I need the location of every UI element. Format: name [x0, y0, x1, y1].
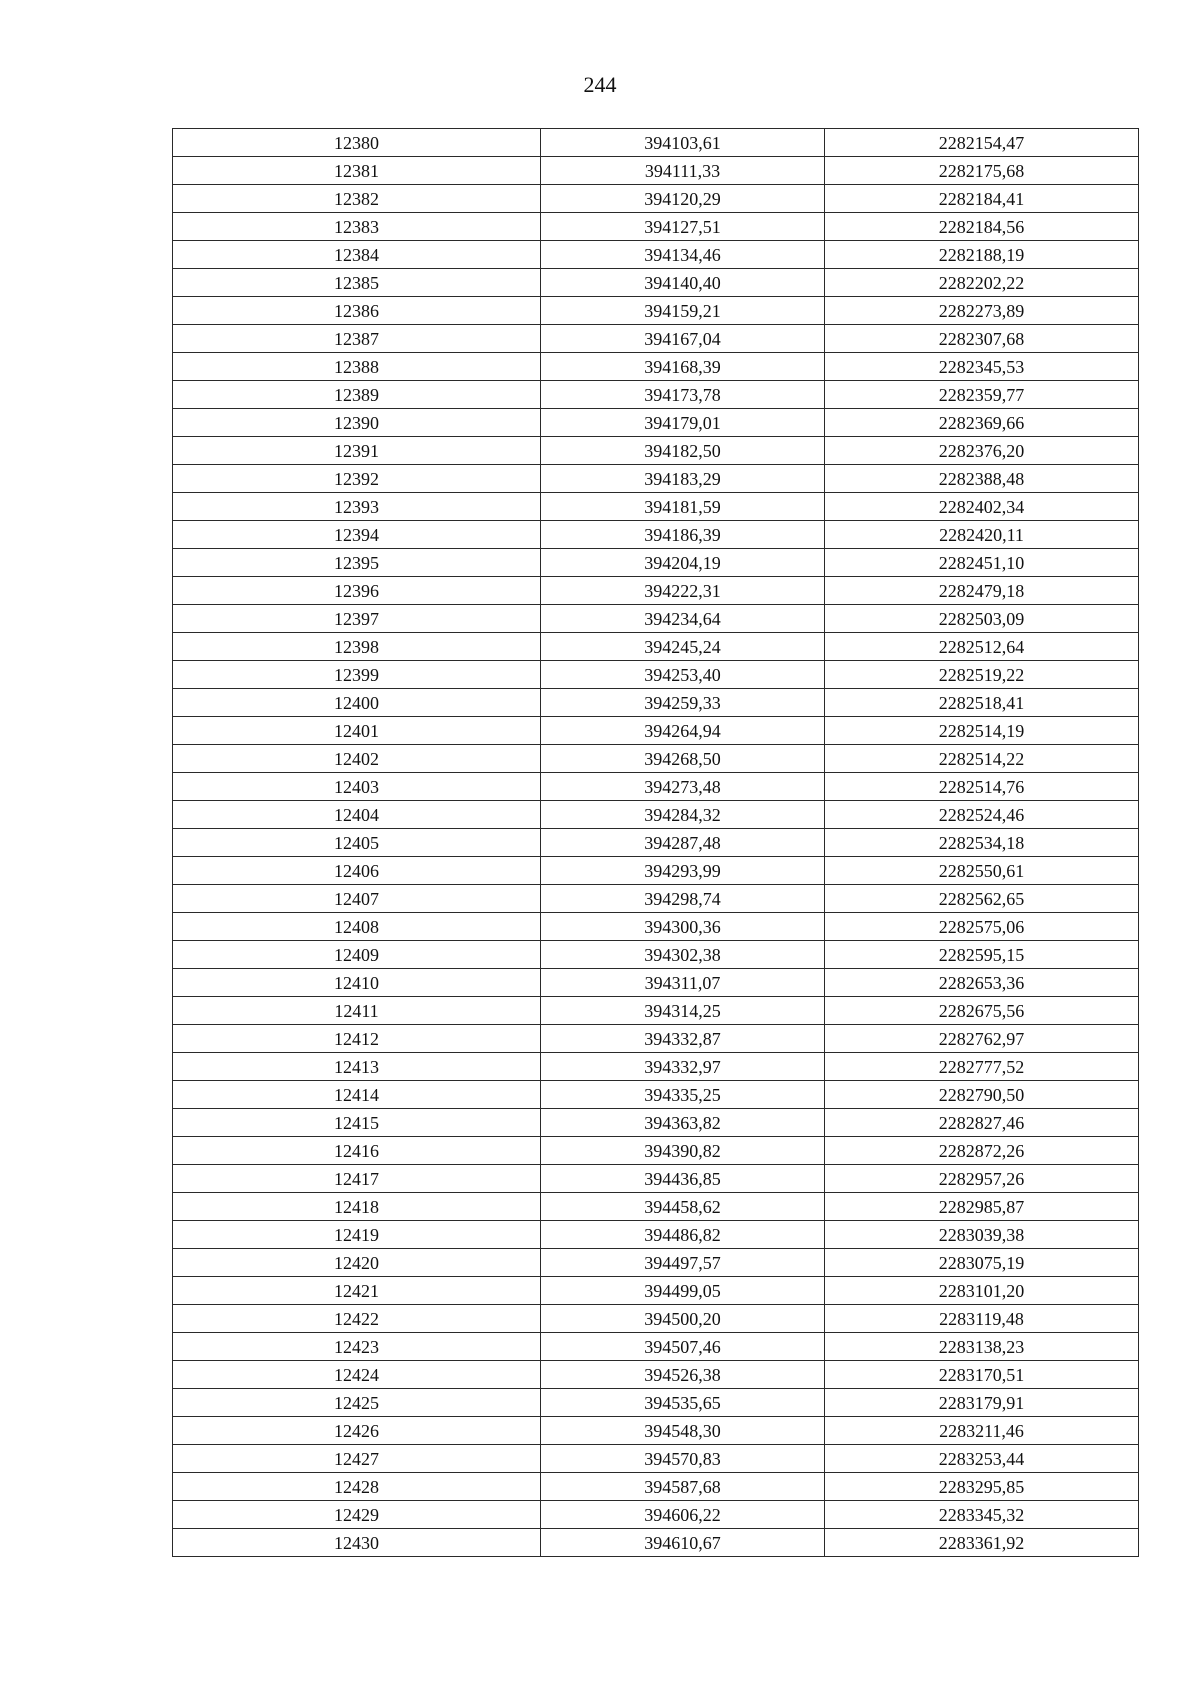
x-coordinate-cell: 394173,78 [541, 381, 825, 409]
table-row [173, 185, 1139, 213]
x-coordinate-cell: 394204,19 [541, 549, 825, 577]
point-number-cell: 12408 [173, 913, 541, 941]
x-coordinate-cell: 394284,32 [541, 801, 825, 829]
x-coordinate-cell: 394127,51 [541, 213, 825, 241]
y-coordinate-cell: 2283039,38 [825, 1221, 1139, 1249]
coordinates-table-body [173, 129, 1139, 1557]
point-number-cell: 12381 [173, 157, 541, 185]
point-number-cell: 12386 [173, 297, 541, 325]
x-coordinate-cell: 394458,62 [541, 1193, 825, 1221]
point-number-cell: 12406 [173, 857, 541, 885]
table-row [173, 1165, 1139, 1193]
table-row [173, 129, 1139, 157]
x-coordinate-cell: 394245,24 [541, 633, 825, 661]
table-row [173, 269, 1139, 297]
point-number-cell: 12390 [173, 409, 541, 437]
table-row [173, 997, 1139, 1025]
x-coordinate-cell: 394134,46 [541, 241, 825, 269]
table-row [173, 1109, 1139, 1137]
point-number-cell: 12395 [173, 549, 541, 577]
x-coordinate-cell: 394332,87 [541, 1025, 825, 1053]
y-coordinate-cell: 2282420,11 [825, 521, 1139, 549]
y-coordinate-cell: 2282184,56 [825, 213, 1139, 241]
table-row [173, 325, 1139, 353]
point-number-cell: 12409 [173, 941, 541, 969]
table-row [173, 213, 1139, 241]
x-coordinate-cell: 394302,38 [541, 941, 825, 969]
x-coordinate-cell: 394298,74 [541, 885, 825, 913]
x-coordinate-cell: 394181,59 [541, 493, 825, 521]
point-number-cell: 12430 [173, 1529, 541, 1557]
table-row [173, 577, 1139, 605]
point-number-cell: 12421 [173, 1277, 541, 1305]
table-row [173, 857, 1139, 885]
table-row [173, 829, 1139, 857]
y-coordinate-cell: 2282514,76 [825, 773, 1139, 801]
point-number-cell: 12400 [173, 689, 541, 717]
y-coordinate-cell: 2282479,18 [825, 577, 1139, 605]
point-number-cell: 12413 [173, 1053, 541, 1081]
table-row [173, 381, 1139, 409]
x-coordinate-cell: 394234,64 [541, 605, 825, 633]
y-coordinate-cell: 2282872,26 [825, 1137, 1139, 1165]
x-coordinate-cell: 394268,50 [541, 745, 825, 773]
y-coordinate-cell: 2282534,18 [825, 829, 1139, 857]
x-coordinate-cell: 394570,83 [541, 1445, 825, 1473]
y-coordinate-cell: 2282518,41 [825, 689, 1139, 717]
point-number-cell: 12382 [173, 185, 541, 213]
table-row [173, 1305, 1139, 1333]
y-coordinate-cell: 2282985,87 [825, 1193, 1139, 1221]
point-number-cell: 12411 [173, 997, 541, 1025]
y-coordinate-cell: 2282827,46 [825, 1109, 1139, 1137]
table-row [173, 745, 1139, 773]
point-number-cell: 12389 [173, 381, 541, 409]
x-coordinate-cell: 394273,48 [541, 773, 825, 801]
x-coordinate-cell: 394120,29 [541, 185, 825, 213]
y-coordinate-cell: 2283075,19 [825, 1249, 1139, 1277]
x-coordinate-cell: 394179,01 [541, 409, 825, 437]
y-coordinate-cell: 2282550,61 [825, 857, 1139, 885]
table-row [173, 605, 1139, 633]
table-row [173, 773, 1139, 801]
y-coordinate-cell: 2282184,41 [825, 185, 1139, 213]
point-number-cell: 12429 [173, 1501, 541, 1529]
table-row [173, 549, 1139, 577]
point-number-cell: 12399 [173, 661, 541, 689]
point-number-cell: 12424 [173, 1361, 541, 1389]
table-row [173, 717, 1139, 745]
y-coordinate-cell: 2282359,77 [825, 381, 1139, 409]
y-coordinate-cell: 2282575,06 [825, 913, 1139, 941]
table-row [173, 1529, 1139, 1557]
x-coordinate-cell: 394548,30 [541, 1417, 825, 1445]
point-number-cell: 12414 [173, 1081, 541, 1109]
x-coordinate-cell: 394497,57 [541, 1249, 825, 1277]
x-coordinate-cell: 394264,94 [541, 717, 825, 745]
table-row [173, 353, 1139, 381]
y-coordinate-cell: 2283101,20 [825, 1277, 1139, 1305]
point-number-cell: 12415 [173, 1109, 541, 1137]
point-number-cell: 12380 [173, 129, 541, 157]
y-coordinate-cell: 2282519,22 [825, 661, 1139, 689]
x-coordinate-cell: 394436,85 [541, 1165, 825, 1193]
x-coordinate-cell: 394159,21 [541, 297, 825, 325]
x-coordinate-cell: 394182,50 [541, 437, 825, 465]
table-row [173, 465, 1139, 493]
y-coordinate-cell: 2283361,92 [825, 1529, 1139, 1557]
y-coordinate-cell: 2282402,34 [825, 493, 1139, 521]
x-coordinate-cell: 394486,82 [541, 1221, 825, 1249]
y-coordinate-cell: 2282675,56 [825, 997, 1139, 1025]
table-row [173, 409, 1139, 437]
table-row [173, 689, 1139, 717]
x-coordinate-cell: 394390,82 [541, 1137, 825, 1165]
x-coordinate-cell: 394168,39 [541, 353, 825, 381]
point-number-cell: 12402 [173, 745, 541, 773]
table-row [173, 297, 1139, 325]
x-coordinate-cell: 394183,29 [541, 465, 825, 493]
table-row [173, 1333, 1139, 1361]
point-number-cell: 12385 [173, 269, 541, 297]
x-coordinate-cell: 394300,36 [541, 913, 825, 941]
point-number-cell: 12393 [173, 493, 541, 521]
x-coordinate-cell: 394222,31 [541, 577, 825, 605]
point-number-cell: 12401 [173, 717, 541, 745]
table-row [173, 1501, 1139, 1529]
table-row [173, 885, 1139, 913]
table-row [173, 1025, 1139, 1053]
point-number-cell: 12392 [173, 465, 541, 493]
table-row [173, 1193, 1139, 1221]
y-coordinate-cell: 2282175,68 [825, 157, 1139, 185]
point-number-cell: 12425 [173, 1389, 541, 1417]
x-coordinate-cell: 394314,25 [541, 997, 825, 1025]
point-number-cell: 12384 [173, 241, 541, 269]
x-coordinate-cell: 394287,48 [541, 829, 825, 857]
x-coordinate-cell: 394167,04 [541, 325, 825, 353]
y-coordinate-cell: 2282202,22 [825, 269, 1139, 297]
y-coordinate-cell: 2282503,09 [825, 605, 1139, 633]
point-number-cell: 12418 [173, 1193, 541, 1221]
point-number-cell: 12428 [173, 1473, 541, 1501]
x-coordinate-cell: 394186,39 [541, 521, 825, 549]
point-number-cell: 12410 [173, 969, 541, 997]
table-row [173, 241, 1139, 269]
y-coordinate-cell: 2282273,89 [825, 297, 1139, 325]
table-row [173, 1417, 1139, 1445]
table-row [173, 1137, 1139, 1165]
point-number-cell: 12398 [173, 633, 541, 661]
point-number-cell: 12388 [173, 353, 541, 381]
x-coordinate-cell: 394140,40 [541, 269, 825, 297]
y-coordinate-cell: 2282388,48 [825, 465, 1139, 493]
y-coordinate-cell: 2282653,36 [825, 969, 1139, 997]
x-coordinate-cell: 394587,68 [541, 1473, 825, 1501]
y-coordinate-cell: 2283253,44 [825, 1445, 1139, 1473]
y-coordinate-cell: 2282369,66 [825, 409, 1139, 437]
point-number-cell: 12387 [173, 325, 541, 353]
point-number-cell: 12405 [173, 829, 541, 857]
x-coordinate-cell: 394332,97 [541, 1053, 825, 1081]
point-number-cell: 12427 [173, 1445, 541, 1473]
table-row [173, 1445, 1139, 1473]
x-coordinate-cell: 394526,38 [541, 1361, 825, 1389]
y-coordinate-cell: 2282345,53 [825, 353, 1139, 381]
table-row [173, 1221, 1139, 1249]
point-number-cell: 12423 [173, 1333, 541, 1361]
table-row [173, 801, 1139, 829]
point-number-cell: 12416 [173, 1137, 541, 1165]
point-number-cell: 12426 [173, 1417, 541, 1445]
y-coordinate-cell: 2282512,64 [825, 633, 1139, 661]
table-row [173, 1389, 1139, 1417]
y-coordinate-cell: 2283345,32 [825, 1501, 1139, 1529]
y-coordinate-cell: 2282562,65 [825, 885, 1139, 913]
x-coordinate-cell: 394610,67 [541, 1529, 825, 1557]
x-coordinate-cell: 394507,46 [541, 1333, 825, 1361]
point-number-cell: 12412 [173, 1025, 541, 1053]
y-coordinate-cell: 2282595,15 [825, 941, 1139, 969]
table-row [173, 661, 1139, 689]
point-number-cell: 12397 [173, 605, 541, 633]
x-coordinate-cell: 394111,33 [541, 157, 825, 185]
table-row [173, 493, 1139, 521]
y-coordinate-cell: 2282376,20 [825, 437, 1139, 465]
point-number-cell: 12407 [173, 885, 541, 913]
point-number-cell: 12383 [173, 213, 541, 241]
table-row [173, 1277, 1139, 1305]
x-coordinate-cell: 394259,33 [541, 689, 825, 717]
x-coordinate-cell: 394253,40 [541, 661, 825, 689]
point-number-cell: 12403 [173, 773, 541, 801]
y-coordinate-cell: 2283119,48 [825, 1305, 1139, 1333]
point-number-cell: 12394 [173, 521, 541, 549]
table-row [173, 913, 1139, 941]
y-coordinate-cell: 2282790,50 [825, 1081, 1139, 1109]
point-number-cell: 12422 [173, 1305, 541, 1333]
table-row [173, 1473, 1139, 1501]
table-row [173, 941, 1139, 969]
x-coordinate-cell: 394311,07 [541, 969, 825, 997]
x-coordinate-cell: 394363,82 [541, 1109, 825, 1137]
page-number: 244 [583, 72, 617, 97]
point-number-cell: 12396 [173, 577, 541, 605]
table-row [173, 157, 1139, 185]
y-coordinate-cell: 2282514,19 [825, 717, 1139, 745]
table-row [173, 1053, 1139, 1081]
x-coordinate-cell: 394500,20 [541, 1305, 825, 1333]
y-coordinate-cell: 2283179,91 [825, 1389, 1139, 1417]
table-row [173, 1081, 1139, 1109]
point-number-cell: 12420 [173, 1249, 541, 1277]
x-coordinate-cell: 394293,99 [541, 857, 825, 885]
y-coordinate-cell: 2282154,47 [825, 129, 1139, 157]
y-coordinate-cell: 2282957,26 [825, 1165, 1139, 1193]
y-coordinate-cell: 2282762,97 [825, 1025, 1139, 1053]
table-row [173, 1249, 1139, 1277]
y-coordinate-cell: 2282307,68 [825, 325, 1139, 353]
coordinates-table [172, 128, 1139, 1557]
y-coordinate-cell: 2282188,19 [825, 241, 1139, 269]
y-coordinate-cell: 2282524,46 [825, 801, 1139, 829]
table-row [173, 1361, 1139, 1389]
x-coordinate-cell: 394103,61 [541, 129, 825, 157]
table-row [173, 633, 1139, 661]
table-row [173, 437, 1139, 465]
y-coordinate-cell: 2282514,22 [825, 745, 1139, 773]
y-coordinate-cell: 2282777,52 [825, 1053, 1139, 1081]
x-coordinate-cell: 394535,65 [541, 1389, 825, 1417]
x-coordinate-cell: 394606,22 [541, 1501, 825, 1529]
point-number-cell: 12419 [173, 1221, 541, 1249]
y-coordinate-cell: 2283295,85 [825, 1473, 1139, 1501]
point-number-cell: 12417 [173, 1165, 541, 1193]
x-coordinate-cell: 394499,05 [541, 1277, 825, 1305]
point-number-cell: 12391 [173, 437, 541, 465]
point-number-cell: 12404 [173, 801, 541, 829]
x-coordinate-cell: 394335,25 [541, 1081, 825, 1109]
y-coordinate-cell: 2283170,51 [825, 1361, 1139, 1389]
y-coordinate-cell: 2283211,46 [825, 1417, 1139, 1445]
y-coordinate-cell: 2282451,10 [825, 549, 1139, 577]
table-row [173, 521, 1139, 549]
y-coordinate-cell: 2283138,23 [825, 1333, 1139, 1361]
table-row [173, 969, 1139, 997]
